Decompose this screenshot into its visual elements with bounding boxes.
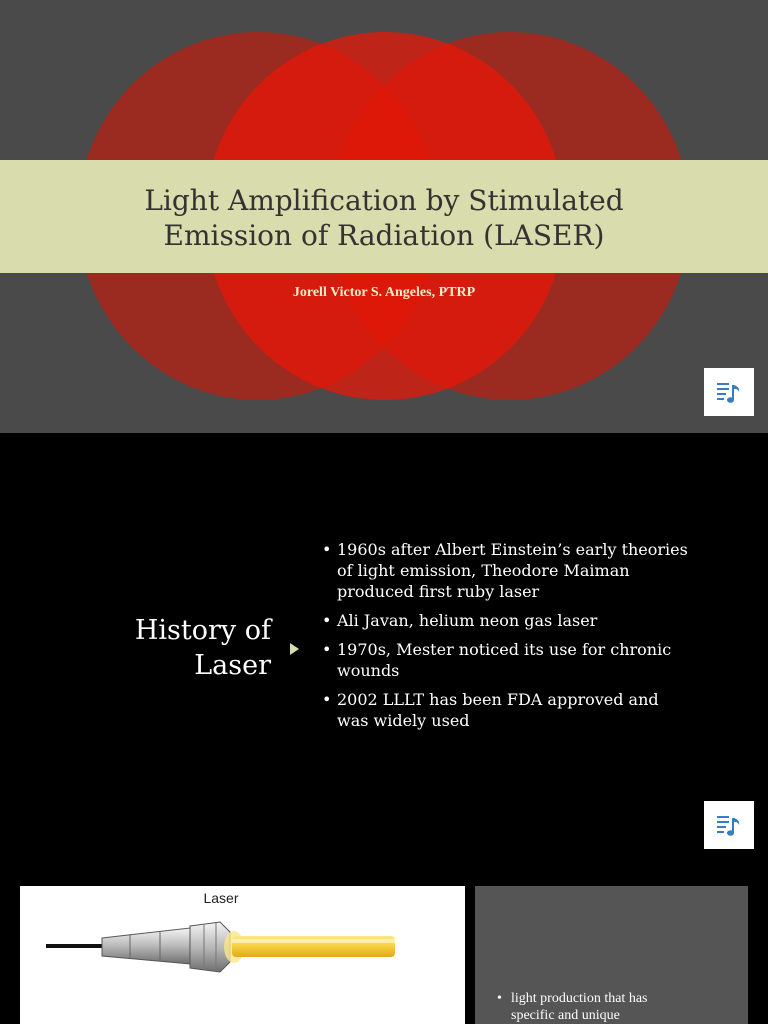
laser-text-panel	[475, 886, 748, 1024]
audio-playlist-icon	[715, 378, 743, 406]
history-bullet-list	[322, 539, 692, 739]
bullet-item	[511, 990, 741, 1024]
history-heading-line-1: History of	[134, 615, 271, 646]
history-heading	[135, 613, 271, 683]
audio-button[interactable]	[704, 801, 754, 849]
title-slide	[0, 0, 768, 433]
history-heading-line-2: Laser	[194, 650, 271, 681]
history-slide	[0, 433, 768, 866]
slide-title-line-1: Light Amplification by Stimulated	[144, 184, 624, 217]
arrow-right-icon	[290, 643, 299, 655]
bullet-line-1: • light production that has	[511, 991, 648, 1006]
bullet-item: • 1970s, Mester noticed its use for chronic wounds	[322, 639, 692, 681]
bullet-item: • 2002 LLLT has been FDA approved and was widely used	[322, 689, 692, 731]
slide-author: Jorell Victor S. Angeles, PTRP	[292, 285, 476, 300]
slide-title	[0, 183, 768, 253]
bullet-item: • Ali Javan, helium neon gas laser	[322, 610, 692, 631]
laser-figure-panel	[20, 886, 465, 1024]
figure-label: Laser	[203, 890, 239, 906]
slide-title-line-2: Emission of Radiation (LASER)	[163, 219, 605, 252]
bullet-line-2: specific and unique	[511, 1008, 620, 1023]
bullet-item: • 1960s after Albert Einstein’s early theories of light emission, Theodore Maiman produced first ruby laser	[322, 539, 692, 602]
audio-button[interactable]	[704, 368, 754, 416]
audio-playlist-icon	[715, 811, 743, 839]
laser-device-icon	[20, 886, 465, 1024]
